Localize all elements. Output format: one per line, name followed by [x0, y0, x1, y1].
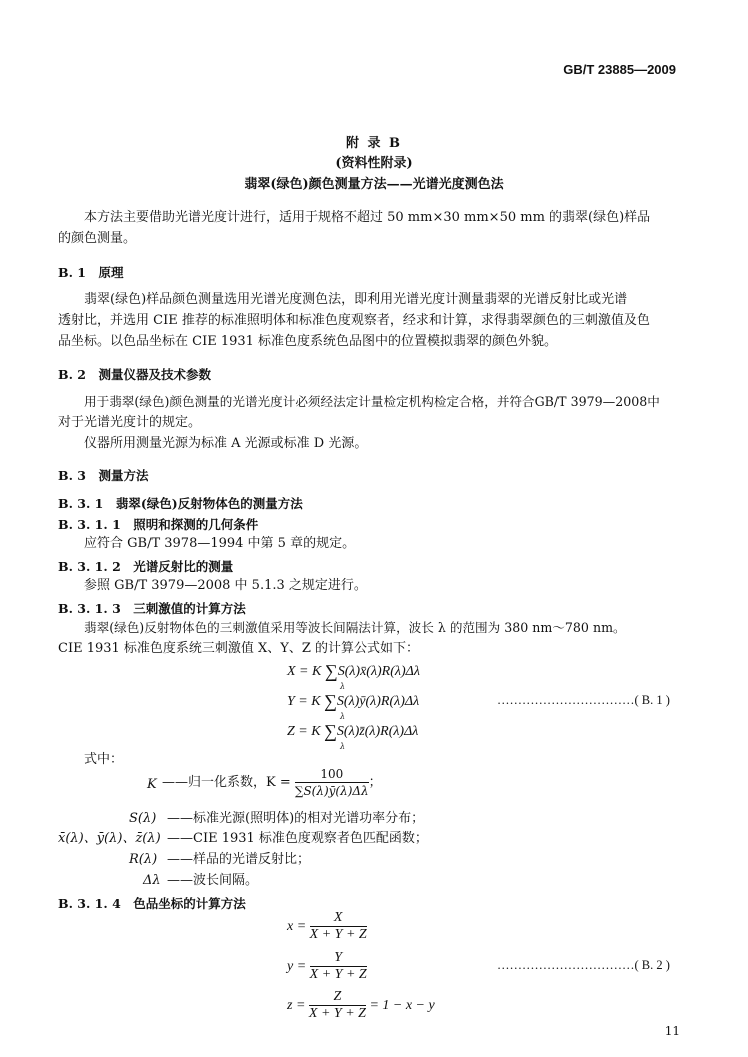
sum-symbol: ∑: [324, 721, 337, 741]
sum-subscript: λ: [340, 712, 346, 721]
appendix-note: (资料性附录): [335, 156, 413, 171]
section-b1-line-3: 品坐标。以色品坐标在 CIE 1931 标准色度系统色品图中的位置模拟翡翠的颜色外貌。: [58, 334, 558, 349]
sum-symbol: ∑: [324, 661, 338, 681]
equation-number-b1: ……………………………( B. 1 ): [497, 693, 670, 707]
symbol-r: R(λ): [129, 852, 158, 867]
section-b313-line-2: CIE 1931 标准色度系统三刺激值 X、Y、Z 的计算公式如下：: [58, 641, 420, 656]
formula-x: X = K ∑S(λ)x̄(λ)R(λ)Δλ: [287, 661, 420, 681]
section-b311-text: 应符合 GB/T 3978—1994 中第 5 章的规定。: [84, 536, 356, 551]
standard-number: GB/T 23885—2009: [563, 62, 676, 77]
section-b1-line-1: 翡翠(绿色)样品颜色测量选用光谱光度测色法，即利用光谱光度计测量翡翠的光谱反射比或光谱: [84, 292, 628, 307]
formula-z: Z = K ∑S(λ)z̄(λ)R(λ)Δλ: [287, 721, 419, 741]
symbol-s: S(λ): [129, 811, 157, 826]
where-label: 式中：: [84, 752, 124, 767]
xyz-definition: ——CIE 1931 标准色度观察者色匹配函数；: [167, 831, 428, 846]
r-definition: ——样品的光谱反射比；: [167, 852, 311, 867]
symbol-delta: Δλ: [143, 873, 161, 888]
section-b312-heading: B. 3. 1. 2 光谱反射比的测量: [58, 559, 234, 574]
section-b313-heading: B. 3. 1. 3 三刺激值的计算方法: [58, 601, 246, 616]
appendix-title: 翡翠(绿色)颜色测量方法——光谱光度测色法: [244, 177, 504, 192]
sum-symbol: ∑: [324, 691, 337, 711]
section-b312-text: 参照 GB/T 3979—2008 中 5.1.3 之规定进行。: [84, 578, 367, 593]
section-b2-line-2: 对于光谱光度计的规定。: [58, 415, 202, 430]
section-b2-line-1: 用于翡翠(绿色)颜色测量的光谱光度计必须经法定计量检定机构检定合格，并符合GB/T 3979—2008中: [84, 394, 660, 409]
k-denominator: ∑S(λ)ȳ(λ)Δλ: [294, 784, 369, 798]
section-b2-line-3: 仪器所用测量光源为标准 A 光源或标准 D 光源。: [84, 436, 368, 451]
section-b31-heading: B. 3. 1 翡翠(绿色)反射物体色的测量方法: [58, 496, 303, 511]
equation-number-b2: ……………………………( B. 2 ): [497, 958, 670, 972]
section-b314-heading: B. 3. 1. 4 色品坐标的计算方法: [58, 896, 246, 911]
section-b2-heading: B. 2 测量仪器及技术参数: [58, 367, 211, 382]
formula-x-chroma: x = $\frac{X}{X + Y + Z}$: [287, 910, 367, 942]
formula-z-chroma: z = $\frac{Z}{X + Y + Z}$ = 1 − x − y: [287, 989, 435, 1021]
section-b3-heading: B. 3 测量方法: [58, 468, 149, 483]
symbol-xyz: x̄(λ)、ȳ(λ)、z̄(λ): [58, 831, 161, 846]
section-b313-line-1: 翡翠(绿色)反射物体色的三刺激值采用等波长间隔法计算，波长 λ 的范围为 380 nm～780 nm。: [84, 620, 626, 635]
section-b1-heading: B. 1 原理: [58, 265, 124, 280]
section-b1-line-2: 透射比，并选用 CIE 推荐的标准照明体和标准色度观察者，经求和计算，求得翡翠颜色的三刺激值及色: [58, 313, 650, 328]
symbol-k: K: [147, 777, 157, 792]
appendix-label: 附 录 B: [345, 136, 403, 151]
page-number: 11: [664, 1024, 680, 1038]
section-b311-heading: B. 3. 1. 1 照明和探测的几何条件: [58, 517, 259, 532]
intro-line-1: 本方法主要借助光谱光度计进行，适用于规格不超过 50 mm×30 mm×50 mm 的翡翠(绿色)样品: [84, 210, 651, 225]
s-definition: ——标准光源(照明体)的相对光谱功率分布；: [167, 811, 425, 826]
k-numerator: 100: [295, 766, 369, 783]
formula-y-chroma: y = $\frac{Y}{X + Y + Z}$: [287, 950, 367, 982]
k-definition: ——归一化系数，K = $\frac{100}{\sum S(\lambda)ȳ(\lambda)\Delta\lambda}$ ；: [162, 767, 382, 798]
intro-line-2: 的颜色测量。: [58, 231, 137, 246]
delta-definition: ——波长间隔。: [167, 873, 259, 888]
sum-subscript: λ: [340, 682, 346, 691]
sum-subscript: λ: [340, 742, 346, 751]
formula-y: Y = K ∑S(λ)ȳ(λ)R(λ)Δλ: [287, 691, 420, 711]
